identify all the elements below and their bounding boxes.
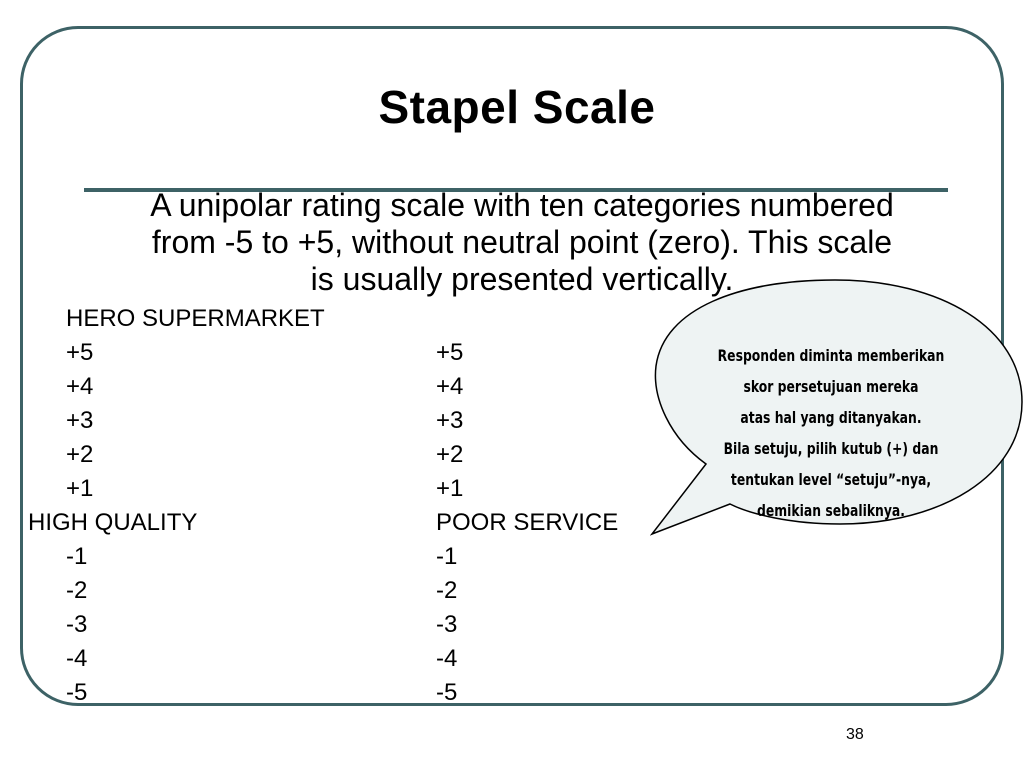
callout-line: tentukan level “setuju”-nya, xyxy=(730,470,932,489)
scale-value: +5 xyxy=(66,339,94,366)
slide-title: Stapel Scale xyxy=(378,81,656,133)
scale-value: +4 xyxy=(66,373,94,400)
scale-value: -2 xyxy=(436,577,458,604)
scale-value: -5 xyxy=(66,679,88,706)
page-number: 38 xyxy=(846,726,864,743)
store-name: HERO SUPERMARKET xyxy=(66,305,325,332)
scale-value: -4 xyxy=(66,645,88,672)
callout-line: demikian sebaliknya. xyxy=(757,501,905,520)
scale-value: +4 xyxy=(436,373,464,400)
scale-value: +3 xyxy=(66,407,94,434)
scale-value: +2 xyxy=(66,441,94,468)
scale-value: -1 xyxy=(436,543,458,570)
scale-value: -2 xyxy=(66,577,88,604)
callout-line: skor persetujuan mereka xyxy=(743,377,919,396)
scale-value: +1 xyxy=(436,475,464,502)
description-line: is usually presented vertically. xyxy=(310,261,734,297)
scale-value: -5 xyxy=(436,679,458,706)
callout-line: Bila setuju, pilih kutub (+) dan xyxy=(723,439,939,458)
description-line: from -5 to +5, without neutral point (zero). This scale xyxy=(151,224,893,260)
scale-value: +3 xyxy=(436,407,464,434)
scale-value: -1 xyxy=(66,543,88,570)
scale-value: -3 xyxy=(66,611,88,638)
scale-attribute: POOR SERVICE xyxy=(436,509,619,536)
speech-bubble-callout xyxy=(650,278,1024,538)
scale-value: -3 xyxy=(436,611,458,638)
callout-line: Responden diminta memberikan xyxy=(717,346,945,365)
callout-text xyxy=(686,340,976,526)
scale-value: +1 xyxy=(66,475,94,502)
scale-attribute: HIGH QUALITY xyxy=(28,509,198,536)
right-scale xyxy=(436,336,618,710)
scale-value: +5 xyxy=(436,339,464,366)
scale-value: -4 xyxy=(436,645,458,672)
left-scale xyxy=(28,302,325,710)
scale-value: +2 xyxy=(436,441,464,468)
callout-line: atas hal yang ditanyakan. xyxy=(740,408,922,427)
description-line: A unipolar rating scale with ten categories numbered xyxy=(150,187,894,223)
